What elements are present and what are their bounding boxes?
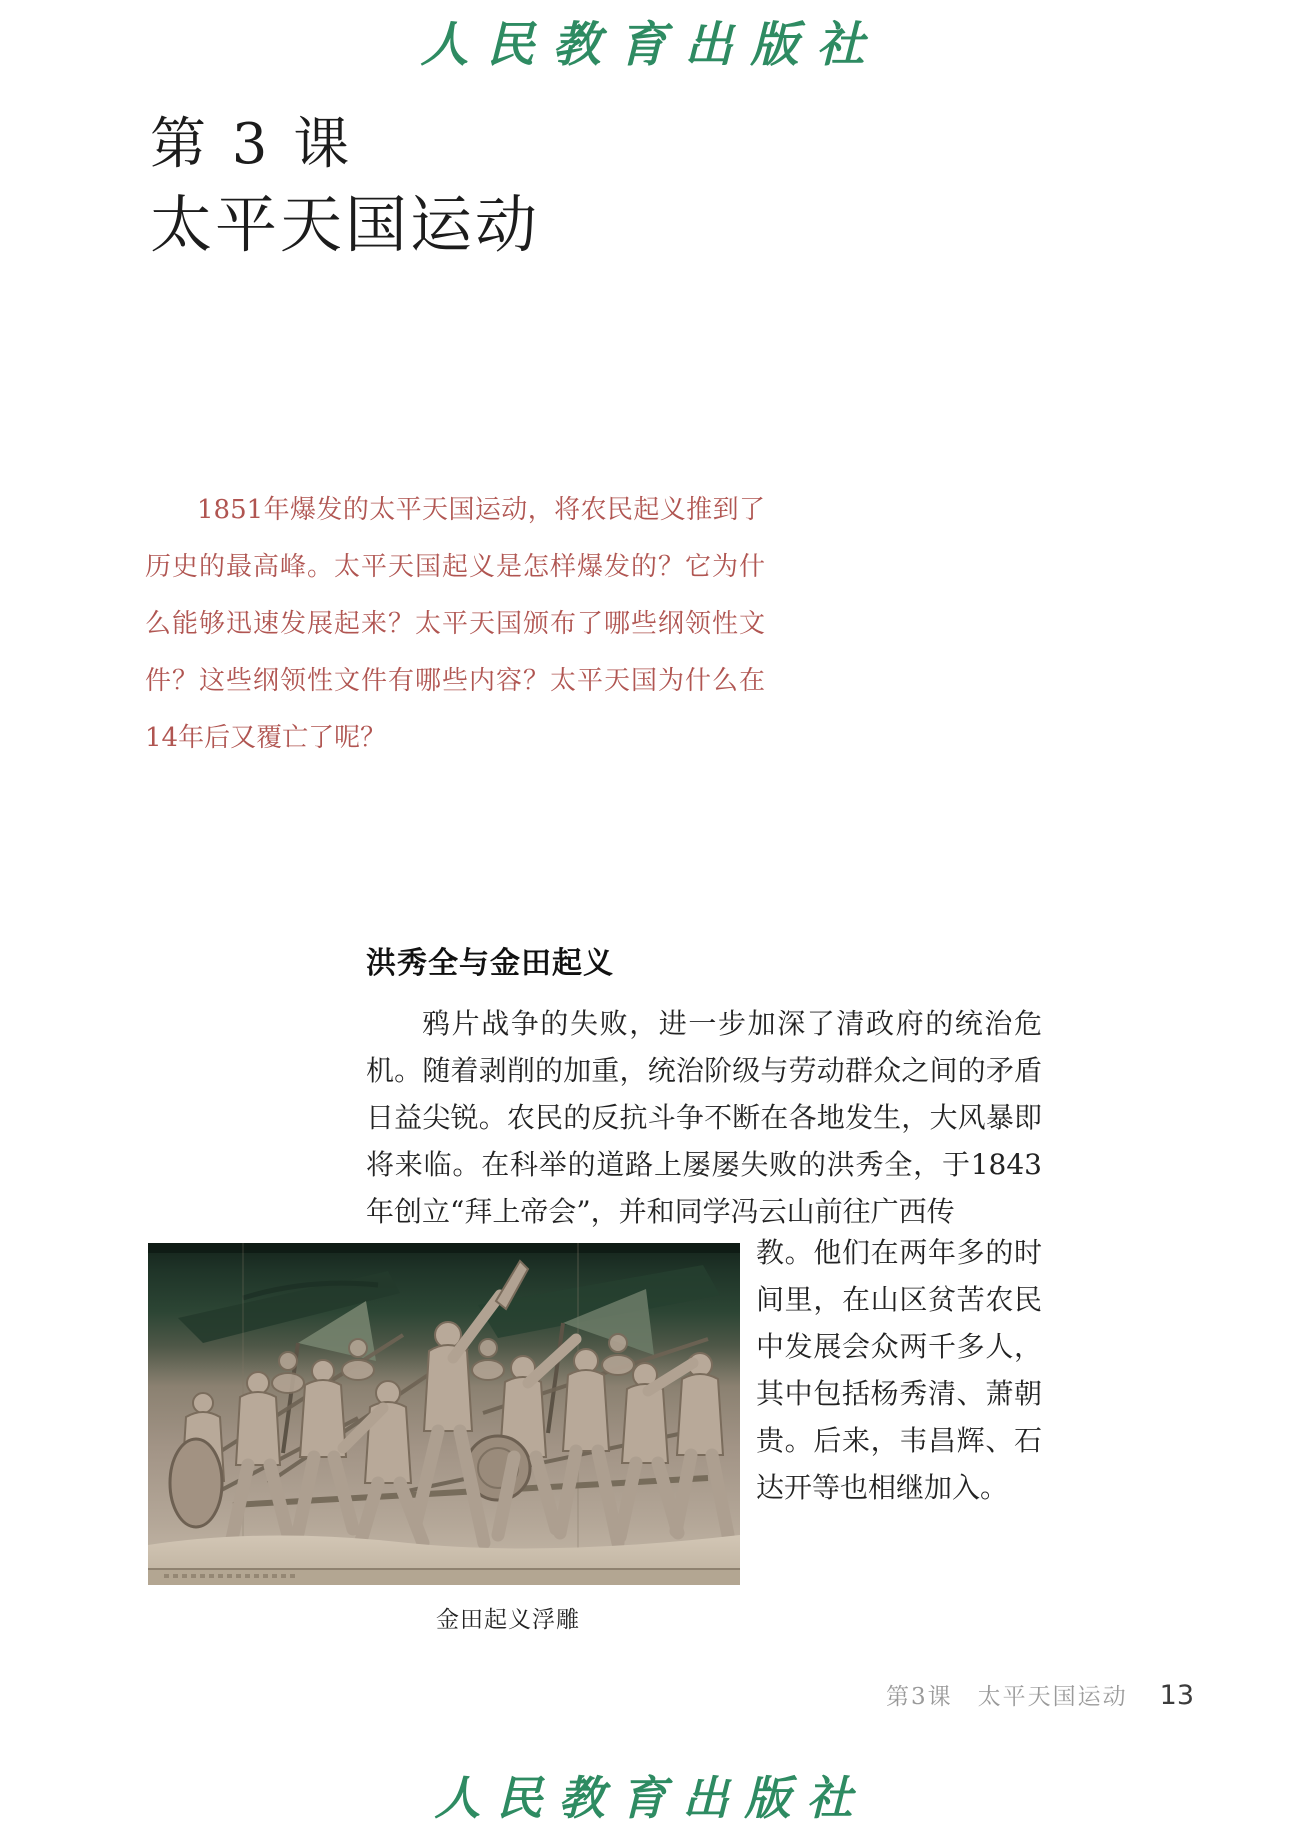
jintian-uprising-relief-figure: [148, 1243, 740, 1634]
page-title: 太平天国运动: [150, 188, 541, 261]
page-footer: [148, 1678, 1194, 1711]
figure-caption: 金田起义浮雕: [436, 1607, 580, 1633]
section-heading: 洪秀全与金田起义: [366, 946, 614, 981]
body-paragraph-beside-figure: 教。他们在两年多的时间里，在山区贫苦农民中发展会众两千多人，其中包括杨秀清、萧朝贵。后来，韦昌辉、石达开等也相继加入。: [756, 1236, 1042, 1504]
body-paragraph: 鸦片战争的失败，进一步加深了清政府的统治危机。随着剥削的加重，统治阶级与劳动群众之间的矛盾日益尖锐。农民的反抗斗争不断在各地发生，大风暴即将来临。在科举的道路上屡屡失败的洪秀全，于1843年创立“拜上帝会”，并和同学冯云山前往广西传: [366, 1007, 1042, 1228]
figure-row: [148, 1236, 1042, 1634]
lesson-title-block: [150, 110, 540, 264]
page-number: 13: [1159, 1680, 1194, 1711]
section-hongxiuquan: [366, 938, 1042, 1235]
intro-paragraph: 1851年爆发的太平天国运动，将农民起义推到了历史的最高峰。太平天国起义是怎样爆发的？它为什么能够迅速发展起来？太平天国颁布了哪些纲领性文件？这些纲领性文件有哪些内容？太平天国为什么在14年后又覆亡了呢？: [145, 495, 765, 753]
relief-illustration: [148, 1243, 740, 1585]
lesson-number: 第 3 课: [150, 112, 354, 177]
publisher-logo-top: 人民教育出版社: [420, 17, 883, 73]
running-title: 第3课 太平天国运动: [886, 1684, 1128, 1710]
publisher-logo-bottom: 人民教育出版社: [434, 1771, 869, 1825]
